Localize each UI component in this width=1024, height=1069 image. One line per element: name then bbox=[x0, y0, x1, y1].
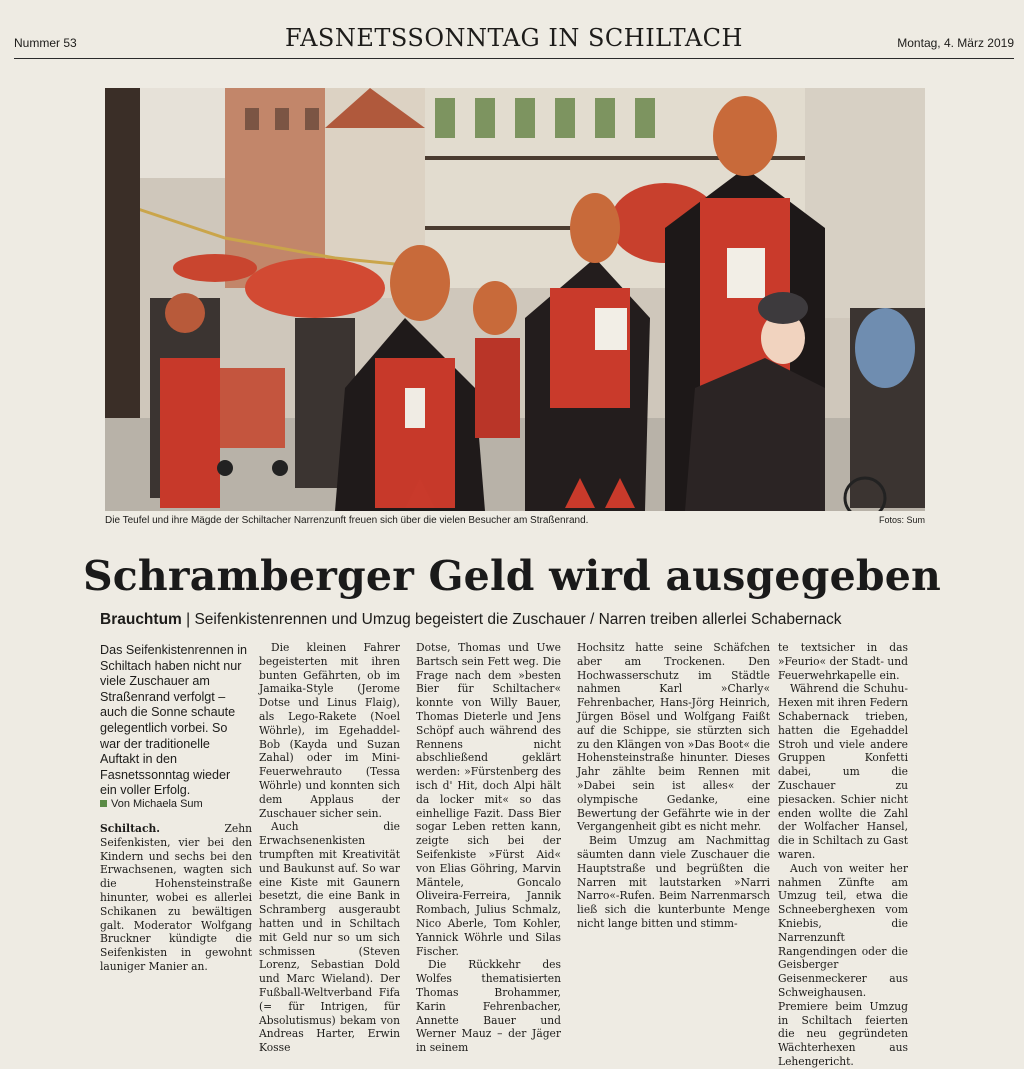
byline-text: Von Michaela Sum bbox=[111, 798, 203, 810]
column-3-paragraph-1: Dotse, Thomas und Uwe Bartsch sein Fett weg. Die Frage nach dem »besten Bier für Schiltacher« konnte von Willy Bauer, Thomas Dieterle und Jens Schöpf auch während des Rennens nicht abschließend geklärt werden: »Fürstenberg des isch d' Hit, doch Alpi hält da locker mit« so das einhellige Fazit. Dass Bier sogar Leben retten kann, zeigte sich bei der Seifenkiste »Fürst Aid« von Elias Göhring, Marvin Mäntele, Goncalo Oliveira-Ferreira, Jannik Rombach, Julius Schmalz, Nico Aberle, Tom Kohler, Yannick Wöhrle und Silas Fischer. bbox=[416, 641, 561, 958]
column-2-paragraph-1: Die kleinen Fahrer begeisterten mit ihren bunten Gefährten, ob im Jamaika-Style (Jerome Dotse und Linus Flaig), als Lego-Rakete (Noel Wöhrle), im Egehaddel-Bob (Kayda und Suzan Zahal) oder im Mini-Feuerwehrauto (Tessa Wöhrle) und konnten sich dem Applaus der Zuschauer sicher sein. bbox=[259, 641, 400, 820]
column-4-paragraph-1: Hochsitz hatte seine Schäfchen aber am Trockenen. Den Hochwasserschutz im Städtle nahmen Karl »Charly« Fehrenbacher, Hans-Jörg Heinrich, Jürgen Bösel und Wolfgang Faißt auf die Schippe, sie stürzten sich zu den Klängen von »Das Boot« die Hohensteinstraße hinunter. Dieses Jahr zählte beim Rennen mit »Dabei sein ist alles« der olympische Gedanke, eine Bewertung der Gefährte wie in der Vergangenheit gibt es nicht mehr. bbox=[577, 641, 770, 834]
column-5-paragraph-1: te textsicher in das »Feurio« der Stadt- und Feuerwehrkapelle ein. bbox=[778, 641, 908, 682]
column-4 bbox=[577, 641, 770, 931]
page-header bbox=[14, 24, 1014, 59]
dateline: Schiltach. bbox=[100, 822, 160, 835]
kicker: Brauchtum bbox=[100, 611, 182, 628]
column-1-text: Zehn Seifenkisten, vier bei den Kindern und sechs bei den Erwachsenen, wagten sich die Hohensteinstraße hinunter, wobei es allerlei Schikanen zu bewältigen galt. Moderator Wolfgang Bruckner kündigte die Seifenkisten in gewohnt launiger Manier an. bbox=[100, 822, 252, 973]
carnival-photo bbox=[105, 88, 925, 511]
issue-number: Nummer 53 bbox=[14, 36, 77, 50]
column-2 bbox=[259, 641, 400, 1055]
issue-date: Montag, 4. März 2019 bbox=[897, 36, 1014, 50]
column-4-paragraph-2: Beim Umzug am Nachmittag säumten dann viele Zuschauer die Hauptstraße und begrüßten die Narren mit lautstarken »Narri Narro«-Rufen. Beim Narrenmarsch ließ sich die kunterbunte Menge nicht lange bitten und stimm- bbox=[577, 834, 770, 930]
article-headline: Schramberger Geld wird ausgegeben bbox=[82, 552, 942, 600]
article-lead bbox=[100, 643, 250, 799]
caption-text: Die Teufel und ihre Mägde der Schiltacher Narrenzunft freuen sich über die vielen Besucher am Straßenrand. bbox=[105, 515, 589, 526]
byline-marker-icon bbox=[100, 800, 107, 807]
column-1-paragraph bbox=[100, 822, 252, 974]
lead-text: Das Seifenkistenrennen in Schiltach haben nicht nur viele Zuschauer am Straßenrand verfolgt – auch die Sonne schaute gelegentlich vorbei. So war der traditionelle Auftakt in den Fasnetssonntag wieder ein voller Erfolg. bbox=[100, 643, 248, 798]
column-5 bbox=[778, 641, 908, 1069]
article-subheadline: Brauchtum | Seifenkistenrennen und Umzug begeistert die Zuschauer / Narren treiben allerlei Schabernack bbox=[100, 611, 842, 628]
column-2-paragraph-2: Auch die Erwachsenenkisten trumpften mit Kreativität und Baukunst auf. So war eine Kiste mit Gaunern besetzt, die eine Bank in Schramberg ausgeraubt hatten und in Schiltach mit Geld nur so um sich schmissen (Steven Lorenz, Sebastian Dold und Marc Wieland). Der Fußball-Weltverband Fifa (= für Intrigen, für Absolutismus) bekam von Andreas Harter, Erwin Kosse bbox=[259, 820, 400, 1055]
column-3-paragraph-2: Die Rückkehr des Wolfes thematisierten Thomas Brohammer, Karin Fehrenbacher, Annette Bauer und Werner Mauz – der Jäger in seinem bbox=[416, 958, 561, 1055]
carnival-photo-illustration bbox=[105, 88, 925, 511]
section-title: FASNETSSONNTAG IN SCHILTACH bbox=[285, 24, 743, 52]
subheadline-text: Seifenkistenrennen und Umzug begeistert die Zuschauer / Narren treiben allerlei Schabernack bbox=[194, 611, 842, 628]
column-1 bbox=[100, 822, 252, 974]
photo-caption bbox=[105, 515, 925, 526]
photo-credit: Fotos: Sum bbox=[878, 515, 925, 525]
column-3 bbox=[416, 641, 561, 1055]
byline bbox=[100, 798, 203, 810]
column-5-paragraph-2: Während die Schuhu-Hexen mit ihren Federn Schabernack trieben, hatten die Egehaddel Stroh und viele andere Gruppen Konfetti dabei, um die Zuschauer zu piesacken. Schier nicht enden wollte die Zahl der Wolfacher Hansel, die in Schiltach zu Gast waren. bbox=[778, 682, 908, 861]
column-5-paragraph-3: Auch von weiter her nahmen Zünfte am Umzug teil, etwa die Schneeberghexen vom Kniebis, die Narrenzunft Rangendingen oder die Geisberger Geisenmeckerer aus Schweighausen. Premiere beim Umzug in Schiltach feierten die neu gegründeten Wächterhexen aus Lehengericht. bbox=[778, 861, 908, 1068]
